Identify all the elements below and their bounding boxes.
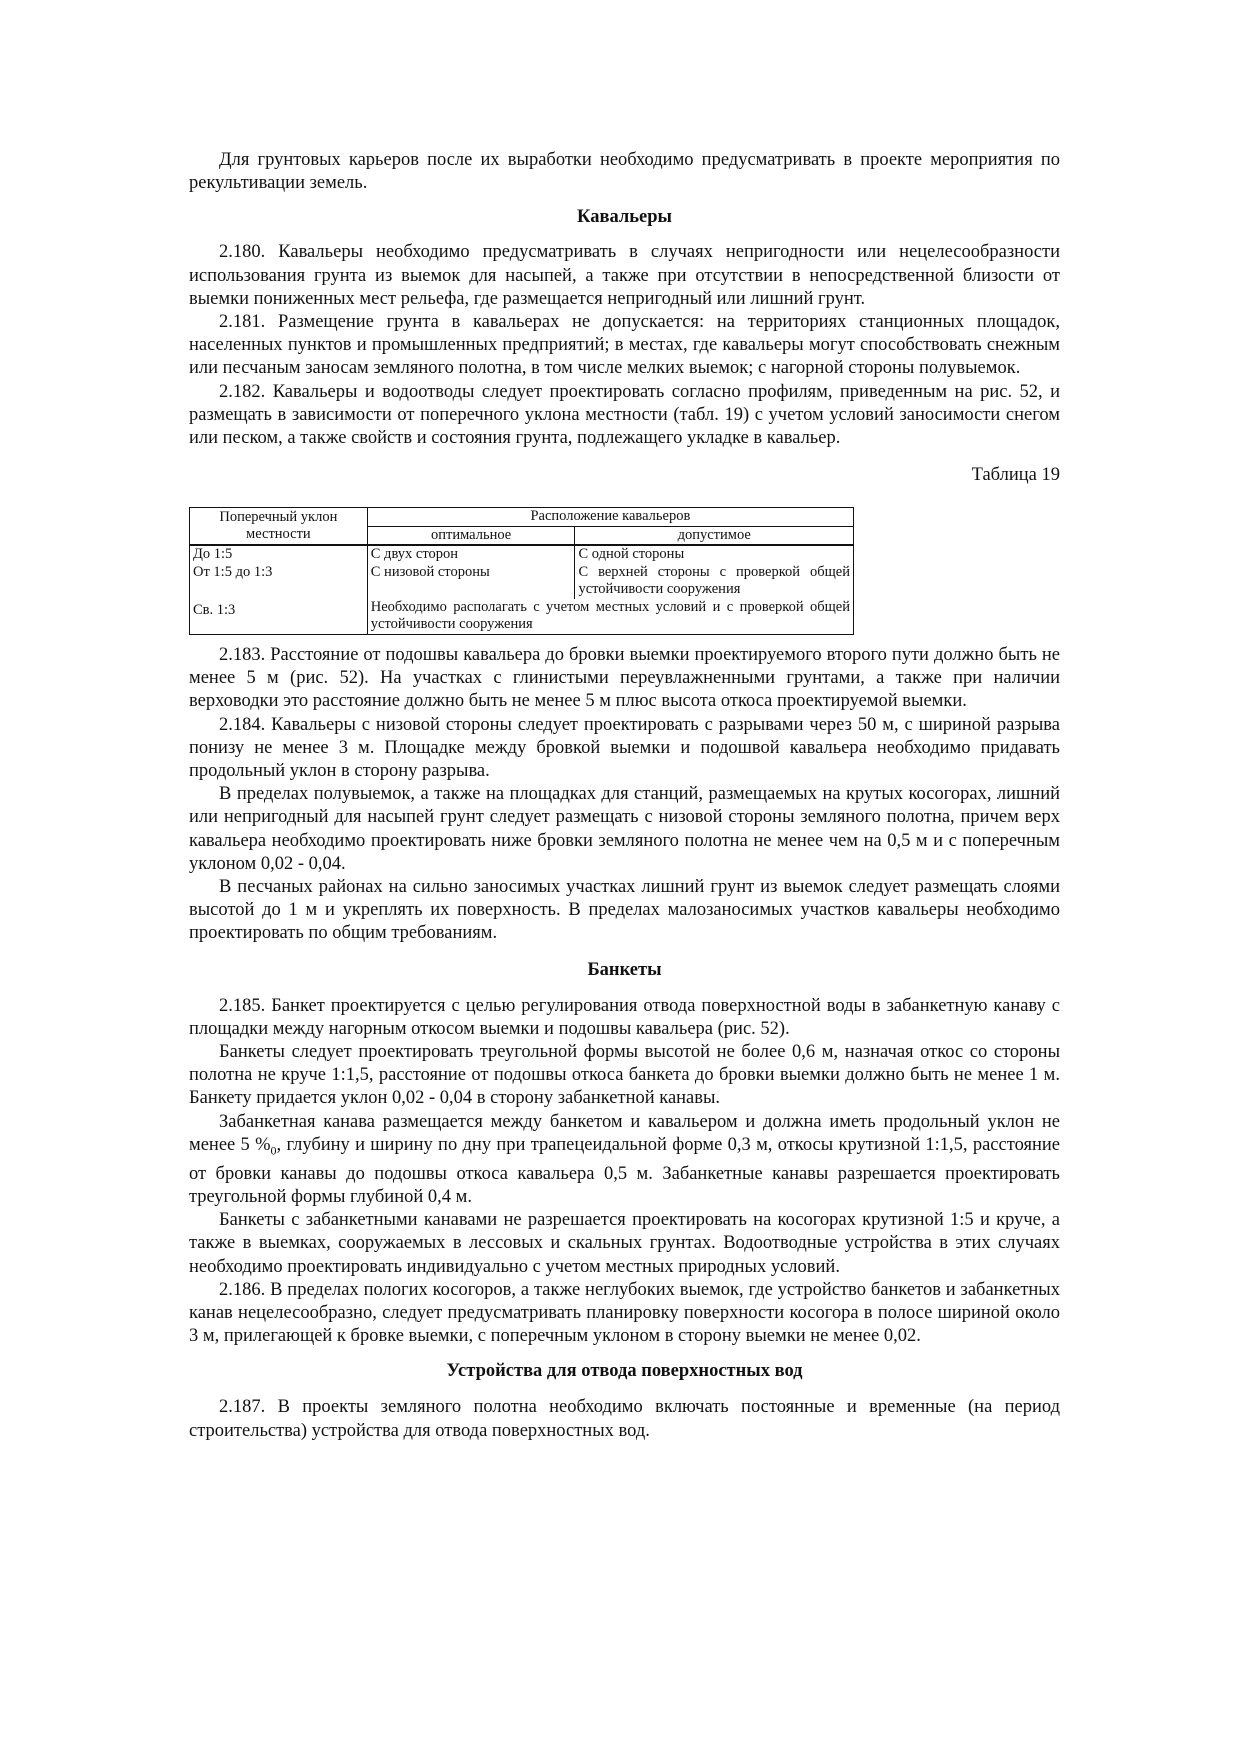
table-cell: Необходимо располагать с учетом местных условий и с проверкой общей устойчивости сооружения xyxy=(367,599,853,635)
document-page xyxy=(189,149,1060,1443)
table-19 xyxy=(189,507,854,635)
table-header-allowed: допустимое xyxy=(575,526,854,545)
paragraph-2-185: 2.185. Банкет проектируется с целью регулирования отвода поверхностной воды в забанкетную канаву с площадки между нагорным откосом выемки и подошвы кавальера (рис. 52). xyxy=(189,995,1060,1039)
paragraph-2-185-c xyxy=(189,1111,1060,1210)
permille-subscript: 0 xyxy=(270,1143,277,1158)
paragraph-2-187: 2.187. В проекты земляного полотна необходимо включать постоянные и временные (на период строительства) устройства для отвода поверхностных вод. xyxy=(189,1397,1060,1441)
paragraph-2-185-c-part2: , глубину и ширину по дну при трапецеидальной форме 0,3 м, откосы крутизной 1:1,5, расстояние от бровки канавы до подошвы откоса кавальера 0,5 м. Забанкетные канавы разрешается проектировать треугольной формы глубиной 0,4 м. xyxy=(189,1134,1060,1207)
table-row xyxy=(190,564,854,599)
table-cell: До 1:5 xyxy=(190,545,368,564)
table-row xyxy=(190,599,854,635)
paragraph-2-185-d: Банкеты с забанкетными канавами не разрешается проектировать на косогорах крутизной 1:5 и круче, а также в выемках, сооружаемых в лессовых и скальных грунтах. Водоотводные устройства в этих случаях необходимо проектировать индивидуально с учетом местных природных условий. xyxy=(189,1210,1060,1277)
table-cell: С низовой стороны xyxy=(367,564,575,599)
table-cell: От 1:5 до 1:3 xyxy=(190,564,368,599)
paragraph-2-184-b: В пределах полувыемок, а также на площадках для станций, размещаемых на крутых косогорах, лишний или непригодный для насыпей грунт следует размещать с низовой стороны земляного полотна, причем верх кавальера необходимо проектировать ниже бровки земляного полотна не менее чем на 0,5 м и с поперечным уклоном 0,02 - 0,04. xyxy=(189,784,1060,874)
intro-paragraph: Для грунтовых карьеров после их выработки необходимо предусматривать в проекте мероприятия по рекультивации земель. xyxy=(189,150,1060,194)
paragraph-2-185-b: Банкеты следует проектировать треугольной формы высотой не более 0,6 м, назначая откос со стороны полотна не круче 1:1,5, расстояние от подошвы откоса банкета до бровки выемки должно быть не менее 1 м. Банкету придается уклон 0,02 - 0,04 в сторону забанкетной канавы. xyxy=(189,1041,1060,1109)
paragraph-2-182: 2.182. Кавальеры и водоотводы следует проектировать согласно профилям, приведенным на рис. 52, и размещать в зависимости от поперечного уклона местности (табл. 19) с учетом условий заносимости снегом или песком, а также свойств и состояния грунта, подлежащего укладке в кавальер. xyxy=(189,381,1060,449)
paragraph-2-180: 2.180. Кавальеры необходимо предусматривать в случаях непригодности или нецелесообразности использования грунта из выемок для насыпей, а также при отсутствии в непосредственной близости от выемки пониженных мест рельефа, где размещается непригодный или лишний грунт. xyxy=(189,242,1060,309)
section-title-ustroystva: Устройства для отвода поверхностных вод xyxy=(446,1361,803,1382)
table-cell: С двух сторон xyxy=(367,545,575,564)
section-title-bankety: Банкеты xyxy=(587,959,662,980)
table-row xyxy=(190,545,854,564)
table-caption: Таблица 19 xyxy=(971,465,1060,486)
table-cell: Св. 1:3 xyxy=(190,599,368,635)
paragraph-2-184: 2.184. Кавальеры с низовой стороны следует проектировать с разрывами через 50 м, с шириной разрыва понизу не менее 3 м. Площадке между бровкой выемки и подошвой кавальера необходимо придавать продольный уклон в сторону разрыва. xyxy=(189,714,1060,781)
table-header-slope: Поперечный уклон местности xyxy=(190,508,368,546)
paragraph-2-181: 2.181. Размещение грунта в кавальерах не допускается: на территориях станционных площадок, населенных пунктов и промышленных предприятий; в местах, где кавальеры могут способствовать снежным или песчаным заносам земляного полотна, в том числе мелких выемок; с нагорной стороны полувыемок. xyxy=(189,312,1060,379)
paragraph-2-183: 2.183. Расстояние от подошвы кавальера до бровки выемки проектируемого второго пути должно быть не менее 5 м (рис. 52). На участках с глинистыми переувлажненными грунтами, а также при наличии верховодки это расстояние должно быть не менее 5 м плюс высота откоса проектируемой выемки. xyxy=(189,644,1060,712)
table-cell: С верхней стороны с проверкой общей устойчивости сооружения xyxy=(575,564,854,599)
section-title-kavaliery: Кавальеры xyxy=(577,207,672,228)
table-cell: С одной стороны xyxy=(575,545,854,564)
paragraph-2-184-c: В песчаных районах на сильно заносимых участках лишний грунт из выемок следует размещать слоями высотой до 1 м и укреплять их поверхность. В пределах малозаносимых участков кавальеры необходимо проектировать по общим требованиям. xyxy=(189,876,1060,944)
table-header-optimal: оптимальное xyxy=(367,526,575,545)
table-header-placement: Расположение кавальеров xyxy=(367,508,853,527)
paragraph-2-185-c-part1: Забанкетная канава размещается между банкетом и кавальером и должна иметь продольный уклон не менее 5 % xyxy=(189,1111,1060,1155)
paragraph-2-186: 2.186. В пределах пологих косогоров, а также неглубоких выемок, где устройство банкетов и забанкетных канав нецелесообразно, следует предусматривать планировку поверхности косогора в полосе шириной около 3 м, прилегающей к бровке выемки, с поперечным уклоном в сторону выемки не менее 0,02. xyxy=(189,1279,1060,1347)
